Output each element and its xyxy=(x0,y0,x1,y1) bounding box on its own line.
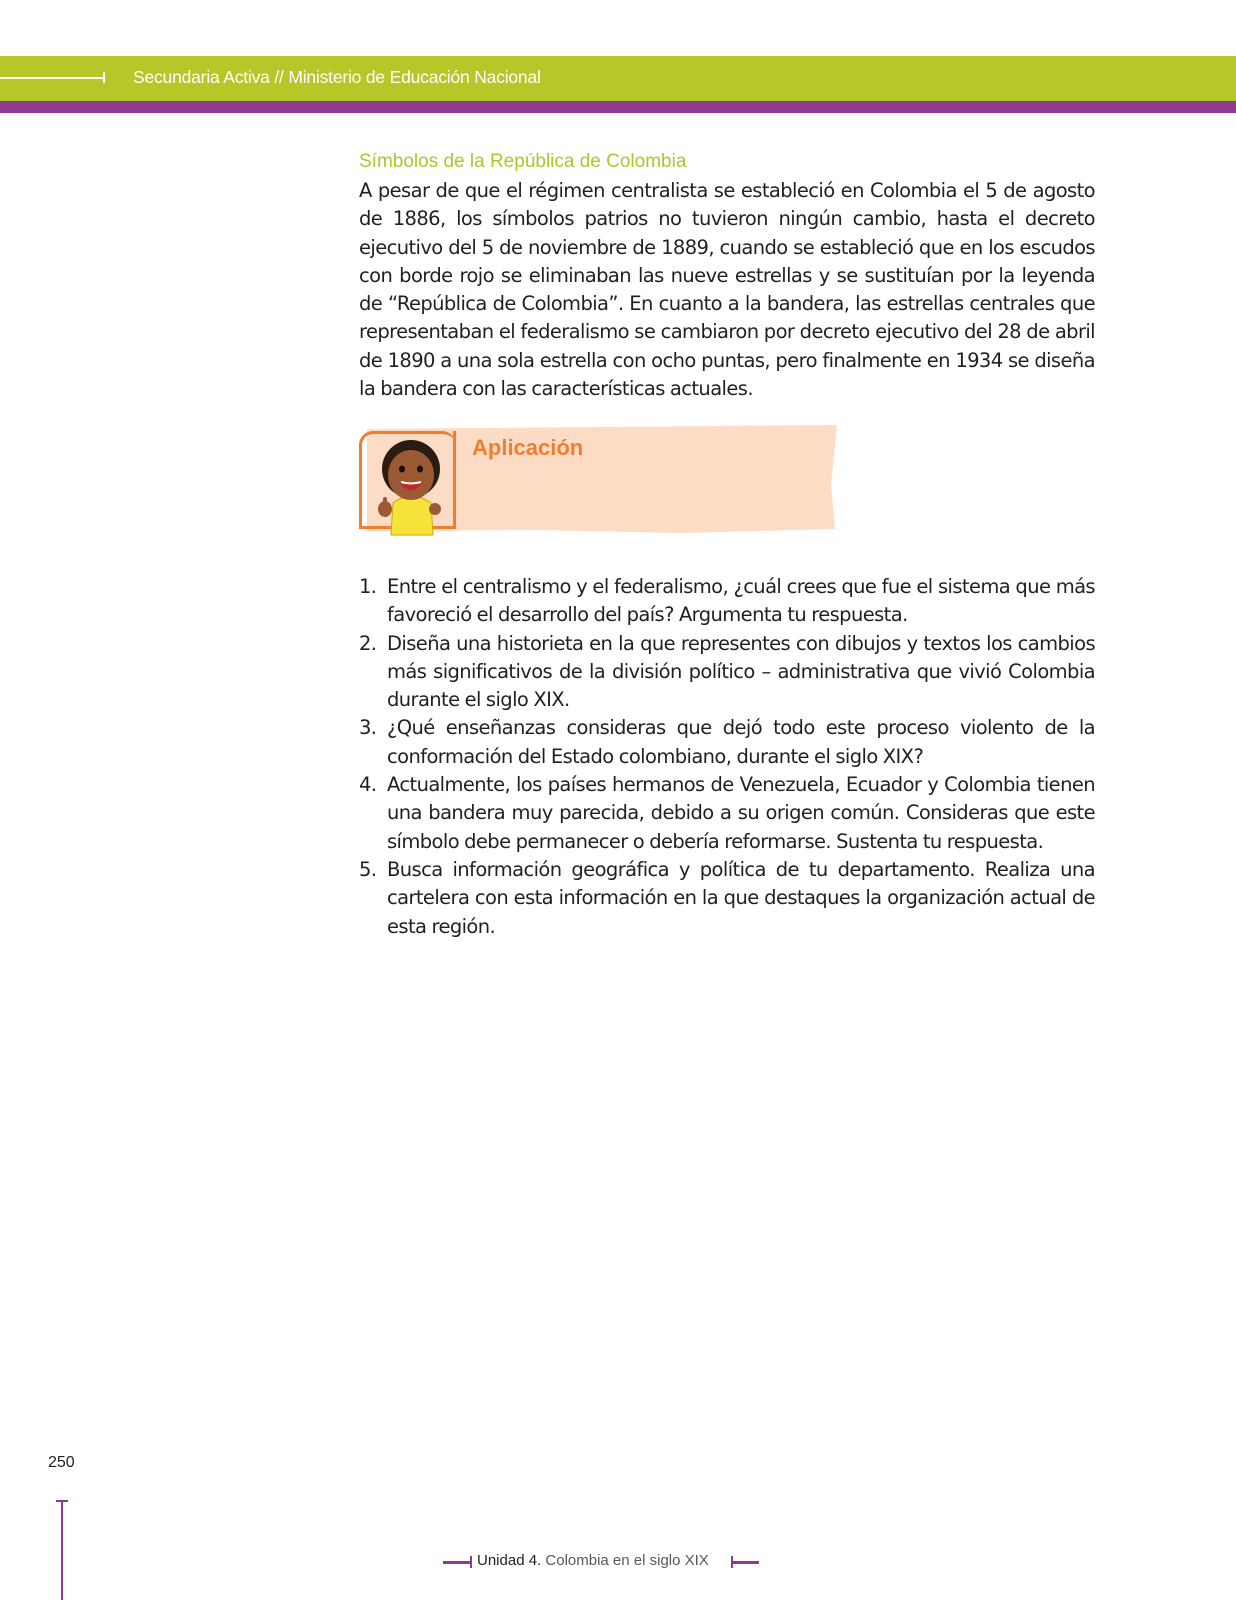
question-text: Diseña una historieta en la que representes con dibujos y textos los cambios más significativos de la división político – administrativa que vivió Colombia durante el siglo XIX. xyxy=(387,631,1095,712)
section-title: Símbolos de la República de Colombia xyxy=(359,151,687,172)
footer-rule-left-cap xyxy=(470,1556,472,1568)
application-box xyxy=(359,425,839,535)
question-list xyxy=(359,573,1095,941)
footer xyxy=(443,1551,763,1573)
footer-unit-label: Unidad 4. xyxy=(477,1552,542,1569)
question-number: 2. xyxy=(359,631,377,655)
application-frame-edge xyxy=(453,431,456,529)
question-number: 1. xyxy=(359,575,377,598)
question-item xyxy=(359,573,1095,630)
footer-unit-title: Colombia en el siglo XIX xyxy=(545,1552,709,1569)
page-number: 250 xyxy=(48,1454,75,1471)
question-item xyxy=(359,856,1095,941)
question-text: Actualmente, los países hermanos de Venezuela, Ecuador y Colombia tienen una bandera muy parecida, debido a su origen común. Consideras que este símbolo debe permanecer o debería reformarse. Sustenta tu respuesta. xyxy=(387,773,1095,853)
child-thumbs-up-icon xyxy=(371,425,451,537)
footer-rule-right xyxy=(731,1561,759,1564)
footer-text xyxy=(477,1552,709,1569)
question-item xyxy=(359,714,1095,771)
question-number: 5. xyxy=(359,857,377,881)
header-stripe xyxy=(0,101,1236,113)
question-text: Busca información geográfica y política de tu departamento. Realiza una cartelera con esta información en la que destaques la organización actual de esta región. xyxy=(387,857,1095,938)
question-text: ¿Qué enseñanzas consideras que dejó todo este proceso violento de la conformación del Estado colombiano, durante el siglo XIX? xyxy=(387,716,1095,768)
question-text: Entre el centralismo y el federalismo, ¿cuál crees que fue el sistema que más favoreció el desarrollo del país? Argumenta tu respuesta. xyxy=(387,575,1095,627)
application-title: Aplicación xyxy=(472,435,584,460)
question-number: 4. xyxy=(359,773,377,797)
question-item xyxy=(359,771,1095,856)
header-title: Secundaria Activa // Ministerio de Educación Nacional xyxy=(133,67,541,87)
question-item xyxy=(359,630,1095,715)
question-number: 3. xyxy=(359,716,377,740)
header-rule xyxy=(0,77,104,79)
header-rule-cap xyxy=(103,72,105,83)
margin-rule xyxy=(61,1500,63,1600)
footer-rule-left xyxy=(443,1561,471,1564)
section-paragraph: A pesar de que el régimen centralista se estableció en Colombia el 5 de agosto de 1886, los símbolos patrios no tuvieron ningún cambio, hasta el decreto ejecutivo del 5 de noviembre de 1889, cuando se estableció que en los escudos con borde rojo se eliminaban las nueve estrellas y se sustituían por la leyenda de “República de Colombia”. En cuanto a la bandera, las estrellas centrales que representaban el federalismo se cambiaron por decreto ejecutivo del 28 de abril de 1890 a una sola estrella con ocho puntas, pero finalmente en 1934 se diseña la bandera con las características actuales. xyxy=(359,179,1095,401)
